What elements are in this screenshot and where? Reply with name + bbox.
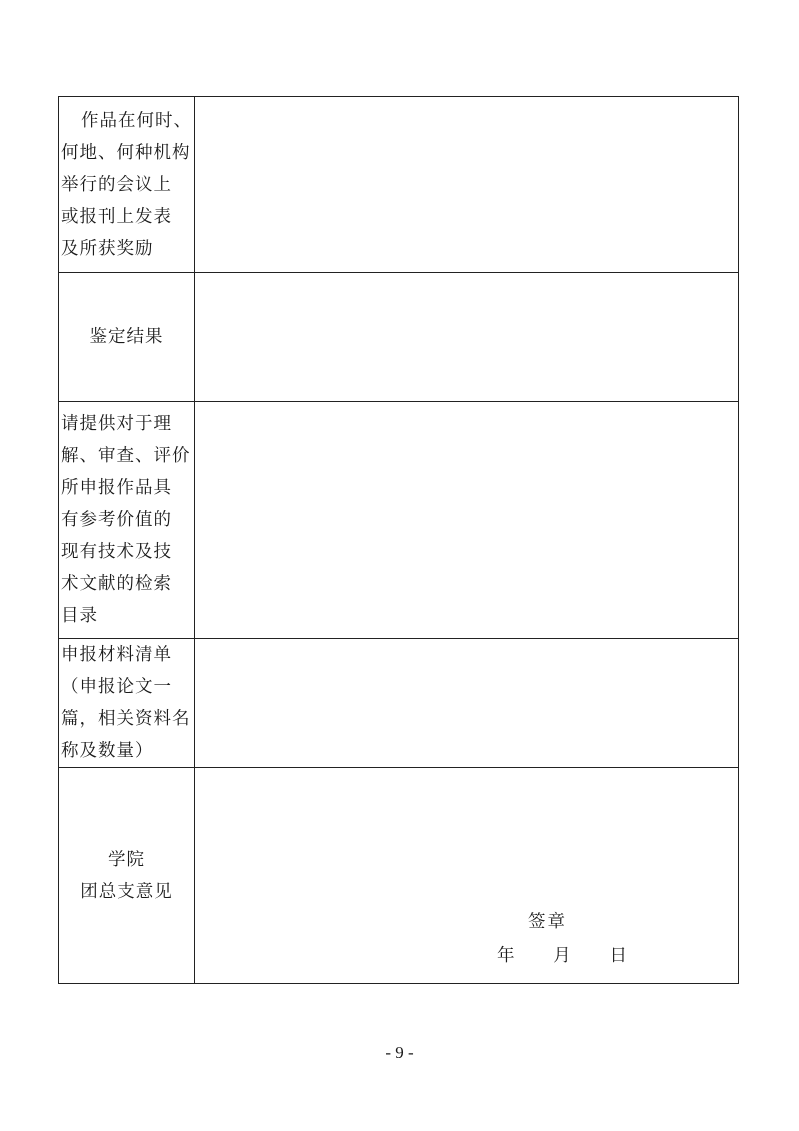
label-line: 现有技术及技 <box>61 542 172 562</box>
label-line: 举行的会议上 <box>61 174 172 195</box>
label-branch-opinion <box>59 768 195 984</box>
label-line: 鉴定结果 <box>89 327 164 347</box>
field-branch-opinion[interactable] <box>195 768 739 984</box>
label-line: 请提供对于理 <box>61 414 172 434</box>
form-row-branch-opinion <box>59 768 739 984</box>
label-line: （申报论文一 <box>61 677 172 697</box>
page-number: - 9 - <box>385 1043 414 1062</box>
label-reference-catalog <box>59 402 195 639</box>
form-row-materials-list <box>59 639 739 768</box>
label-line: 目录 <box>61 606 98 626</box>
label-line: 何地、何种机构 <box>61 142 191 163</box>
label-line: 篇，相关资料名 <box>61 709 191 729</box>
label-line: 作品在何时、 <box>81 110 192 131</box>
signature-label: 签章 <box>528 912 567 932</box>
label-line: 解、审查、评价 <box>61 446 191 466</box>
label-line: 及所获奖励 <box>61 238 154 259</box>
date-day-label: 日 <box>609 946 627 966</box>
field-materials-list[interactable] <box>195 639 739 768</box>
field-reference-catalog[interactable] <box>195 402 739 639</box>
field-appraisal-result[interactable] <box>195 273 739 402</box>
label-line: 术文献的检索 <box>61 574 172 594</box>
label-line: 所申报作品具 <box>61 478 172 498</box>
application-form-table <box>58 96 739 984</box>
label-line: 团总支意见 <box>80 881 173 902</box>
date-month-label: 月 <box>553 946 571 966</box>
label-line: 申报材料清单 <box>61 645 172 665</box>
label-appraisal-result <box>59 273 195 402</box>
form-row-publication <box>59 97 739 273</box>
label-line: 有参考价值的 <box>61 510 172 530</box>
label-line: 学院 <box>108 849 145 870</box>
label-materials-list <box>59 639 195 768</box>
form-row-appraisal <box>59 273 739 402</box>
date-line <box>497 942 627 967</box>
form-row-reference-catalog <box>59 402 739 639</box>
label-publication-info <box>59 97 195 273</box>
label-line: 称及数量） <box>61 741 154 761</box>
date-year-label: 年 <box>497 946 515 966</box>
label-line: 或报刊上发表 <box>61 206 172 227</box>
field-publication-info[interactable] <box>195 97 739 273</box>
